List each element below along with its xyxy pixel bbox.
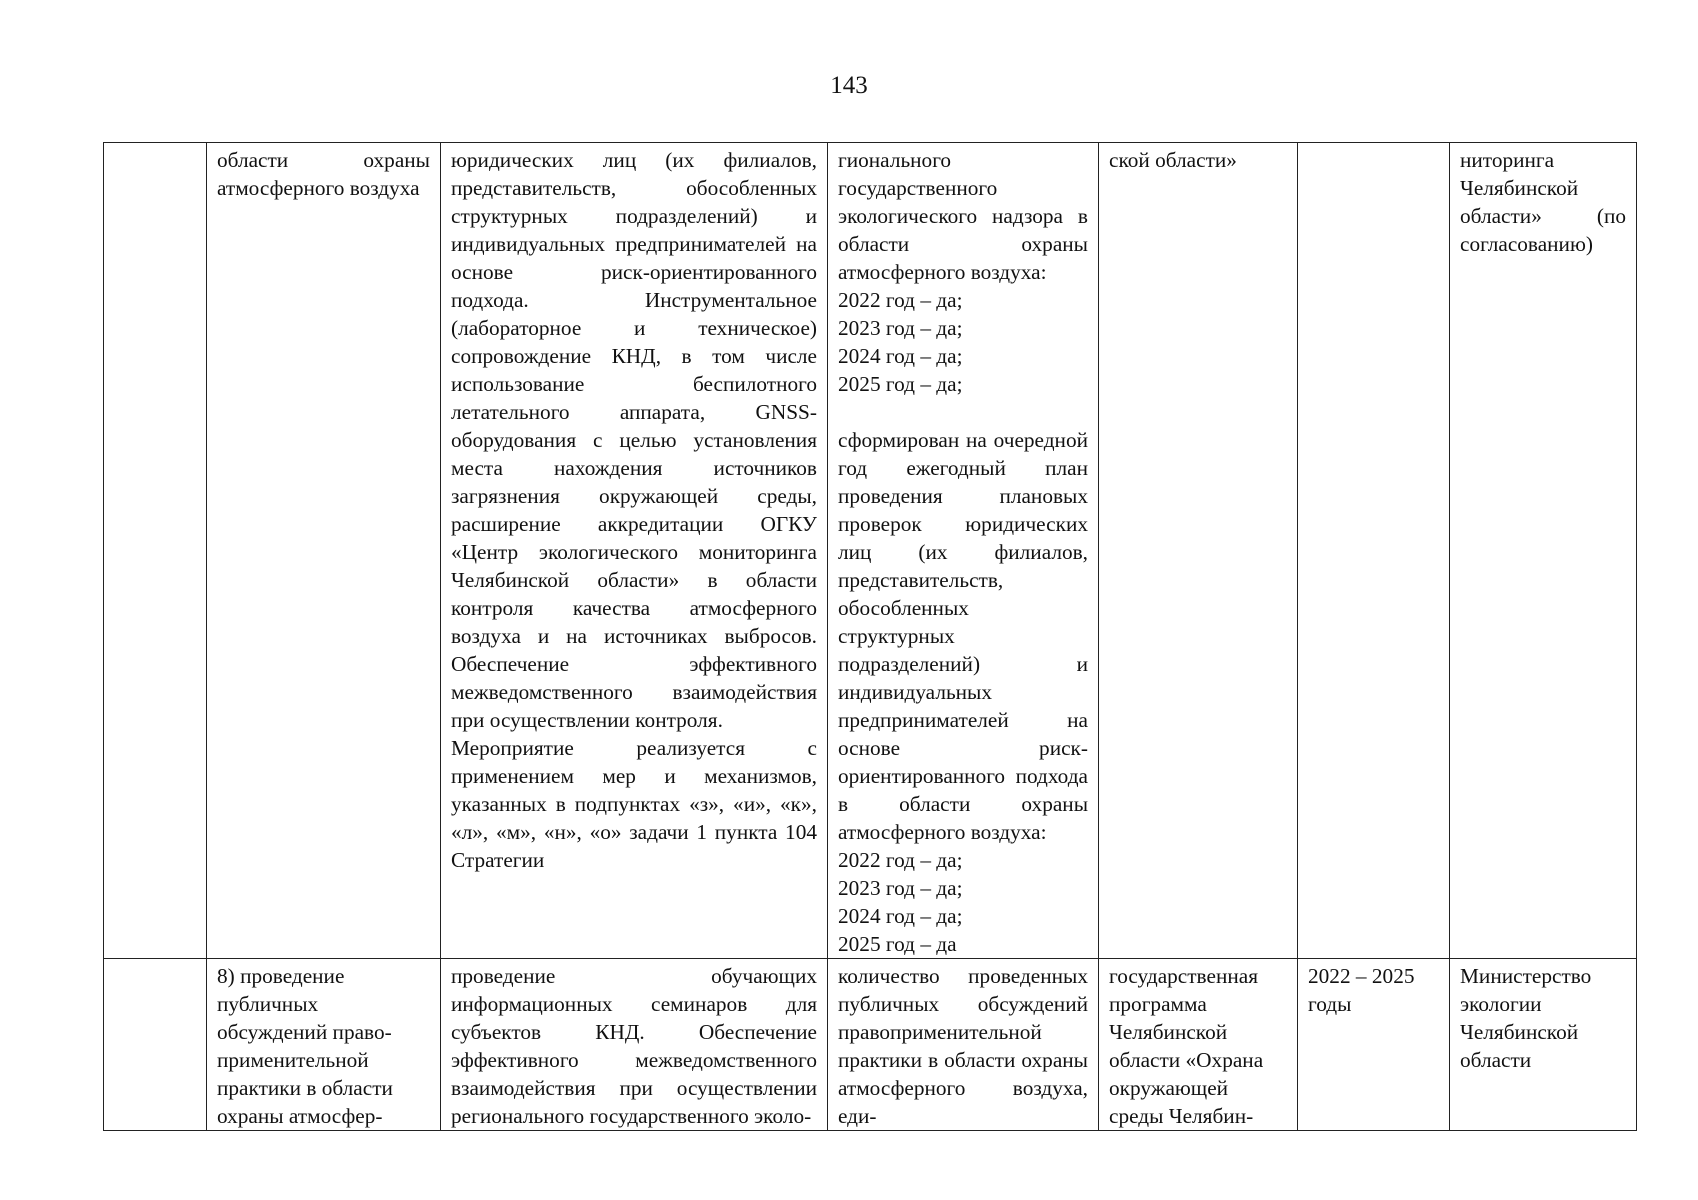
table-cell-program: ской области» [1099, 143, 1298, 959]
table-cell-description: проведение обучающих информационных семинаров для субъектов КНД. Обеспечение эффективного межведомственного взаимодействия при осуществлении регионального государственного эколо- [441, 959, 828, 1131]
table-cell-description: юридических лиц (их филиалов, представительств, обособленных структурных подразделений) и индивидуальных предпринимателей на основе риск-ориентированного подхода. Инструментальное (лабораторное и техническое) сопровождение КНД, в том числе использование беспилотного летательного аппарата, GNSS-оборудования с целью установления места нахождения источников загрязнения окружающей среды, расширение аккредитации ОГКУ «Центр экологического мониторинга Челябинской области» в области контроля качества атмосферного воздуха и на источниках выбросов. Обеспечение эффективного межведомственного взаимодействия при осуществлении контроля. Мероприятие реализуется с применением мер и механизмов, указанных в подпунктах «з», «и», «к», «л», «м», «н», «о» задачи 1 пункта 104 Стратегии [441, 143, 828, 959]
table-cell-measure: области охраны атмосферного воздуха [207, 143, 441, 959]
table-cell-number [104, 143, 207, 959]
table-cell-measure: 8) проведение публичных обсуждений право-применительной практики в области охраны атмосфер- [207, 959, 441, 1131]
table-cell-number [104, 959, 207, 1131]
table-cell-program: государственная программа Челябинской области «Охрана окружающей среды Челябин- [1099, 959, 1298, 1131]
table-row [104, 959, 1637, 1131]
measures-table [103, 142, 1637, 1131]
table-row [104, 143, 1637, 959]
table-cell-executor: Министерство экологии Челябинской области [1450, 959, 1637, 1131]
table-cell-executor: ниторинга Челябинской области» (по согласованию) [1450, 143, 1637, 959]
page-number: 143 [830, 72, 868, 99]
table-cell-period [1298, 143, 1450, 959]
table-cell-indicator: гионального государственного экологического надзора в области охраны атмосферного воздуха: 2022 год – да; 2023 год – да; 2024 год – да; 2025 год – да; сформирован на очередной год ежегодный план проведения плановых проверок юридических лиц (их филиалов, представительств, обособленных структурных подразделений) и индивидуальных предпринимателей на основе риск-ориентированного подхода в области охраны атмосферного воздуха: 2022 год – да; 2023 год – да; 2024 год – да; 2025 год – да [828, 143, 1099, 959]
table-cell-period: 2022 – 2025 годы [1298, 959, 1450, 1131]
table-cell-indicator: количество проведенных публичных обсуждений правоприменительной практики в области охраны атмосферного воздуха, еди- [828, 959, 1099, 1131]
